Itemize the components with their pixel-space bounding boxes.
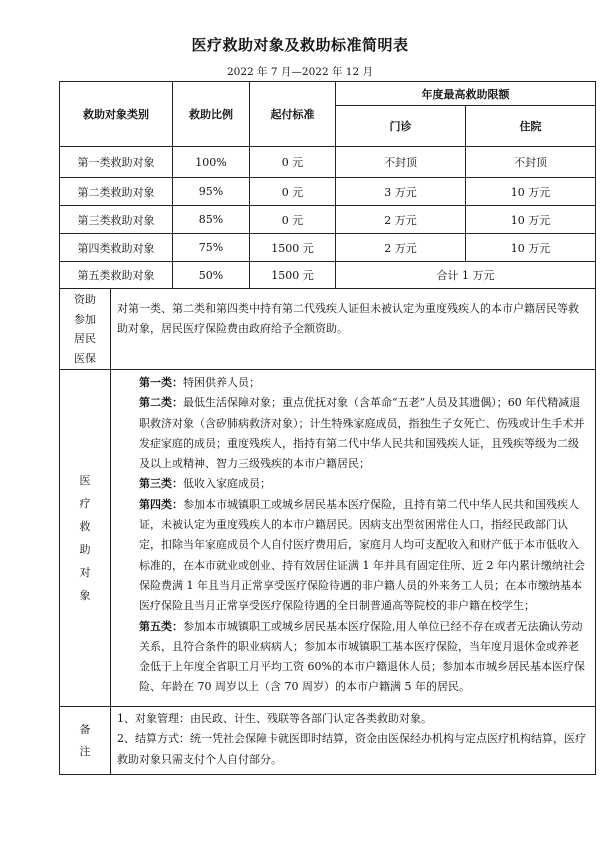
row-inpatient: 10 万元 [466, 234, 596, 262]
row-threshold: 1500 元 [250, 262, 336, 289]
notes-label: 备 注 [60, 707, 111, 775]
row-ratio: 50% [173, 262, 250, 289]
row-outpatient: 2 万元 [336, 234, 466, 262]
row-outpatient: 不封顶 [336, 147, 466, 178]
row-ratio: 75% [173, 234, 250, 262]
header-outpatient: 门诊 [336, 106, 466, 147]
row-threshold: 0 元 [250, 206, 336, 234]
note-item: 2、结算方式：统一凭社会保障卡就医即时结算，资金由医保经办机构与定点医疗机构结算，医疗救助对象只需支付个人自付部分。 [117, 732, 586, 766]
header-threshold: 起付标准 [250, 82, 336, 147]
notes-text [111, 707, 596, 775]
row-combined-limit: 合计 1 万元 [336, 262, 596, 289]
header-limit: 年度最高救助限额 [336, 82, 596, 106]
table-row [60, 262, 596, 289]
insurance-text: 对第一类、第二类和第四类中持有第二代残疾人证但未被认定为重度残疾人的本市户籍居民等救助对象，居民医疗保险费由政府给予全额资助。 [111, 289, 596, 370]
row-threshold: 0 元 [250, 178, 336, 206]
object-item: 第五类：参加本市城镇职工或城乡居民基本医疗保险,用人单位已经不存在或者无法确认劳动关系，且符合条件的职业病病人；参加本市城镇职工基本医疗保险，当年度月退休金或养老金低于上年度全省职工月平均工资 60%的本市户籍退休人员；参加本市城乡居民基本医疗保险、年龄在 70 周岁以上（含 70 周岁）的本市户籍满 5 年的居民。 [139, 619, 585, 694]
header-ratio: 救助比例 [173, 82, 250, 147]
row-category: 第二类救助对象 [60, 178, 173, 206]
table-row [60, 234, 596, 262]
row-outpatient: 2 万元 [336, 206, 466, 234]
table-row [60, 178, 596, 206]
row-ratio: 95% [173, 178, 250, 206]
object-item: 第二类：最低生活保障对象；重点优抚对象（含革命“五老”人员及其遗偶）；60 年代精减退职救济对象（含矽肺病救济对象）；计生特殊家庭成员，指独生子女死亡、伤残或计生手术并发症家庭的成员；重度残疾人，指持有第二代中华人民共和国残疾人证，且残疾等级为二级及以上或精神、智力三级残疾的本市户籍居民； [139, 396, 585, 471]
row-outpatient: 3 万元 [336, 178, 466, 206]
row-ratio: 100% [173, 147, 250, 178]
row-category: 第四类救助对象 [60, 234, 173, 262]
table-row [60, 206, 596, 234]
header-inpatient: 住院 [466, 106, 596, 147]
insurance-label: 资助 参加 居民 医保 [60, 289, 111, 370]
row-category: 第一类救助对象 [60, 147, 173, 178]
objects-text [111, 370, 596, 707]
object-item: 第一类：特困供养人员； [139, 376, 260, 389]
row-threshold: 0 元 [250, 147, 336, 178]
row-category: 第五类救助对象 [60, 262, 173, 289]
header-category: 救助对象类别 [60, 82, 173, 147]
row-ratio: 85% [173, 206, 250, 234]
row-inpatient: 不封顶 [466, 147, 596, 178]
notes-section [60, 707, 596, 775]
table-row [60, 147, 596, 178]
insurance-section [60, 289, 596, 370]
objects-label: 医 疗 救 助 对 象 [60, 370, 111, 707]
page-title: 医疗救助对象及救助标准简明表 [191, 36, 409, 54]
assistance-table [59, 81, 596, 775]
row-threshold: 1500 元 [250, 234, 336, 262]
object-item: 第三类：低收入家庭成员； [139, 477, 271, 491]
row-inpatient: 10 万元 [466, 178, 596, 206]
note-item: 1、对象管理：由民政、计生、残联等各部门认定各类救助对象。 [117, 712, 432, 725]
objects-section [60, 370, 596, 707]
page-subtitle: 2022 年 7 月—2022 年 12 月 [226, 66, 373, 78]
row-inpatient: 10 万元 [466, 206, 596, 234]
row-category: 第三类救助对象 [60, 206, 173, 234]
object-item: 第四类：参加本市城镇职工或城乡居民基本医疗保险，且持有第二代中华人民共和国残疾人证，未被认定为重度残疾人的本市户籍居民。因病支出型贫困常住人口，指经民政部门认定，扣除当年家庭成员个人自付医疗费用后，家庭月人均可支配收入和财产低于本市低收入标准的，在本市就业或创业、持有效居住证满 1 年并具有固定住所、近 2 年内累计缴纳社会保险费满 1 年且当月正常享受医疗保险待遇的非户籍人员的外来务工人员；在本市缴纳基本医疗保险且当月正常享受医疗保险待遇的全日制普通高等院校的非户籍在校学生； [139, 497, 585, 613]
